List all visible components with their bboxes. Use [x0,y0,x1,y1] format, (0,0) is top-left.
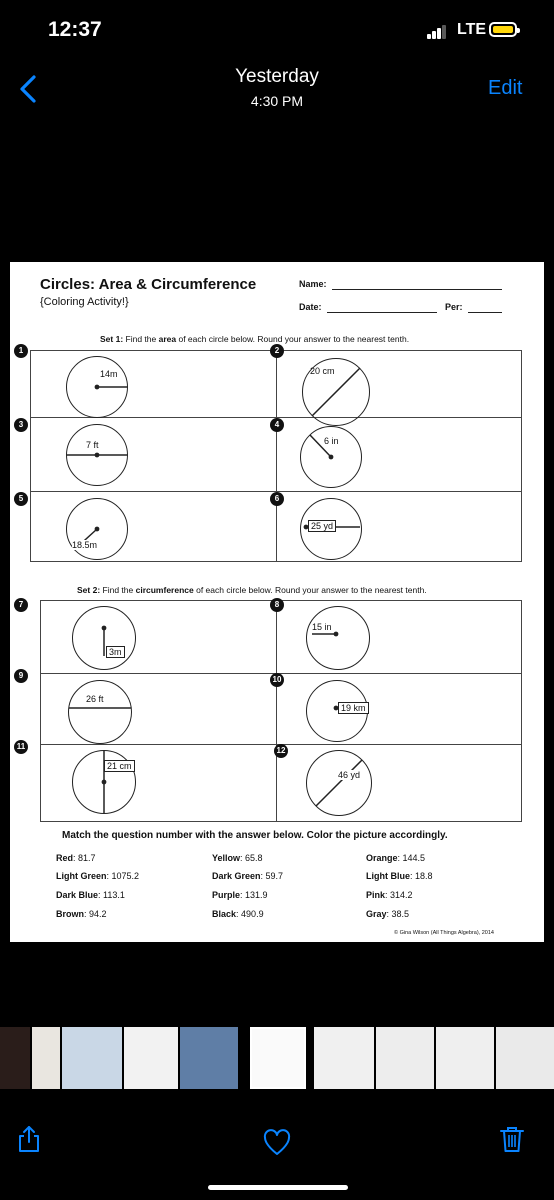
copyright-text: © Gina Wilson (All Things Algebra), 2014 [394,930,494,936]
share-icon[interactable] [15,1125,43,1153]
battery-icon [489,22,517,37]
photo-thumbnail[interactable] [0,1027,30,1089]
photo-thumbnail[interactable] [62,1027,122,1089]
radius-line [66,356,128,418]
set2-instruction: Set 2: Find the circumference of each circle below. Round your answer to the nearest tenth. [77,585,427,595]
answer-item: Dark Green: 59.7 [212,871,284,881]
circle-measure: 21 cm [104,760,135,772]
diameter-line [66,424,128,486]
circle-measure: 26 ft [86,694,104,704]
circle-measure: 46 yd [338,770,361,780]
photo-thumbnail-selected[interactable] [250,1027,306,1089]
circle-measure: 18.5m [72,540,98,550]
nav-title: Yesterday [235,66,319,87]
signal-icon [427,25,447,39]
photo-thumbnail[interactable] [436,1027,494,1089]
thumbnail-strip[interactable] [0,1027,554,1089]
photo-thumbnail[interactable] [180,1027,238,1089]
circle-measure: 15 in [312,622,332,632]
problem-number: 4 [270,418,284,432]
photo-thumbnail[interactable] [32,1027,60,1089]
answer-item: Purple: 131.9 [212,890,268,900]
problem-number: 11 [14,740,28,754]
photo-thumbnail[interactable] [496,1027,554,1089]
worksheet-title: Circles: Area & Circumference [40,276,257,293]
photo-thumbnail[interactable] [376,1027,434,1089]
problem-number: 8 [270,598,284,612]
answer-item: Yellow: 65.8 [212,853,263,863]
answer-item: Red: 81.7 [56,853,96,863]
problem-number: 2 [270,344,284,358]
circle-measure: 6 in [324,436,339,446]
name-line [332,289,502,290]
problem-number: 12 [274,744,288,758]
photo-thumbnail[interactable] [124,1027,178,1089]
answer-item: Light Green: 1075.2 [56,871,140,881]
per-label: Per: [445,302,463,312]
answer-item: Gray: 38.5 [366,909,410,919]
name-label: Name: [299,279,327,289]
problem-number: 10 [270,673,284,687]
per-line [468,312,502,313]
radius-line [72,606,136,670]
worksheet-subtitle: {Coloring Activity!} [40,296,129,308]
circle-measure: 19 km [338,702,369,714]
answer-item: Pink: 314.2 [366,890,413,900]
heart-icon[interactable] [263,1129,291,1157]
match-instruction: Match the question number with the answer below. Color the picture accordingly. [62,830,448,841]
radius-line [66,498,128,560]
circle-measure: 20 cm [310,366,335,376]
radius-line [306,606,370,670]
trash-icon[interactable] [498,1125,526,1153]
nav-subtitle: 4:30 PM [250,93,304,109]
problem-number: 3 [14,418,28,432]
problem-number: 6 [270,492,284,506]
problem-number: 9 [14,669,28,683]
diameter-line [68,680,132,744]
diameter-line [306,750,372,816]
answer-item: Light Blue: 18.8 [366,871,433,881]
set1-instruction: Set 1: Find the area of each circle below. Round your answer to the nearest tenth. [100,334,410,344]
circle-measure: 7 ft [86,440,99,450]
circle-measure: 3m [106,646,125,658]
answer-item: Orange: 144.5 [366,853,426,863]
answer-item: Black: 490.9 [212,909,264,919]
photo-thumbnail[interactable] [314,1027,374,1089]
date-label: Date: [299,302,322,312]
edit-button[interactable]: Edit [488,77,523,99]
problem-number: 5 [14,492,28,506]
answer-item: Dark Blue: 113.1 [56,890,125,900]
network-label: LTE [457,21,487,38]
answer-item: Brown: 94.2 [56,909,107,919]
photo-worksheet[interactable] [10,262,544,942]
home-indicator[interactable] [208,1185,348,1190]
problem-number: 7 [14,598,28,612]
status-time: 12:37 [48,18,102,41]
problem-number: 1 [14,344,28,358]
circle-measure: 25 yd [308,520,336,532]
circle-measure: 14m [100,369,118,379]
date-line [327,312,437,313]
